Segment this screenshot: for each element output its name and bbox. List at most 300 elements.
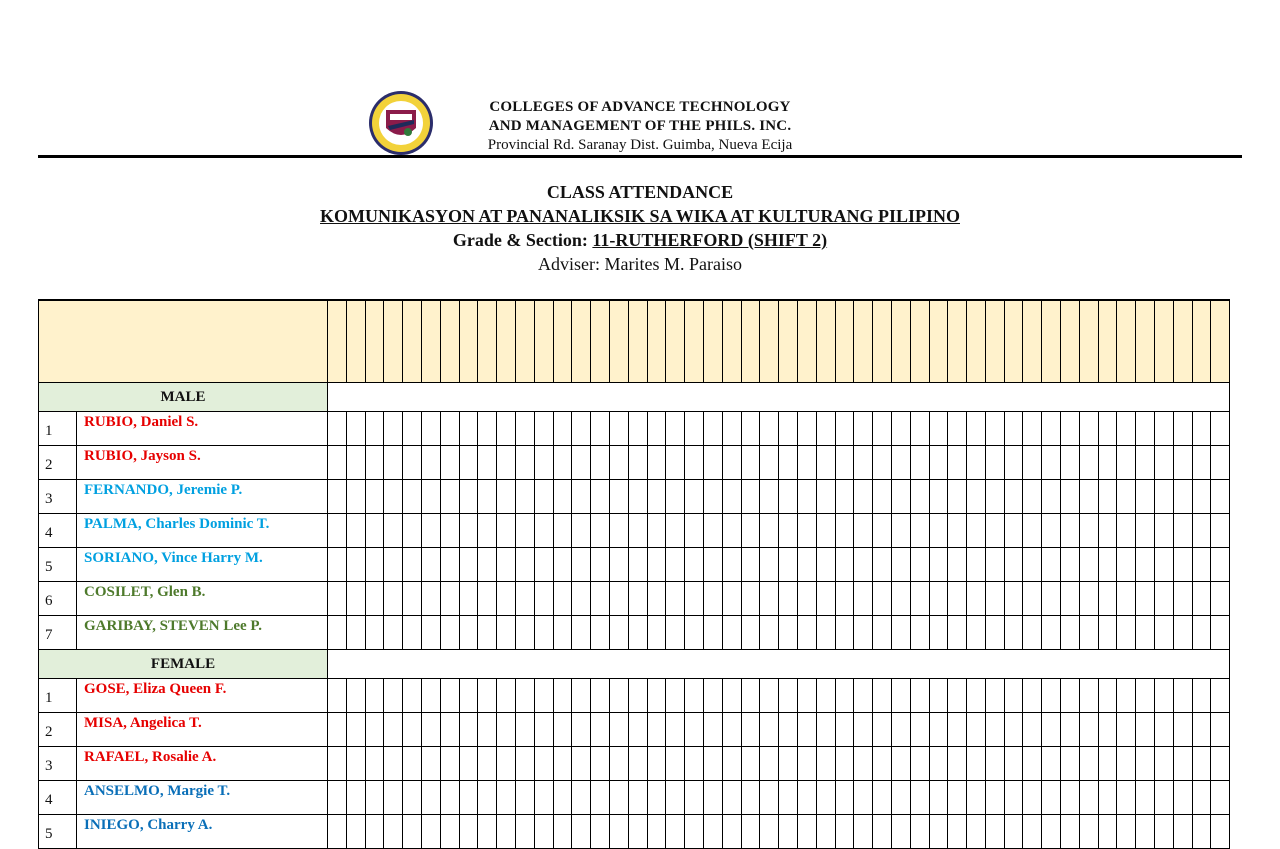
attendance-cell[interactable] (797, 548, 816, 582)
attendance-cell[interactable] (703, 747, 722, 781)
attendance-cell[interactable] (1042, 412, 1061, 446)
attendance-cell[interactable] (440, 616, 459, 650)
attendance-cell[interactable] (403, 548, 422, 582)
attendance-cell[interactable] (1079, 713, 1098, 747)
attendance-cell[interactable] (666, 713, 685, 747)
attendance-cell[interactable] (346, 815, 365, 849)
attendance-cell[interactable] (929, 616, 948, 650)
attendance-cell[interactable] (741, 514, 760, 548)
attendance-cell[interactable] (403, 446, 422, 480)
attendance-cell[interactable] (572, 781, 591, 815)
attendance-cell[interactable] (666, 815, 685, 849)
attendance-cell[interactable] (1004, 679, 1023, 713)
attendance-cell[interactable] (835, 446, 854, 480)
date-header-cell[interactable] (1023, 300, 1042, 383)
date-header-cell[interactable] (1211, 300, 1230, 383)
attendance-cell[interactable] (1211, 412, 1230, 446)
attendance-cell[interactable] (985, 480, 1004, 514)
attendance-cell[interactable] (1079, 582, 1098, 616)
attendance-cell[interactable] (779, 747, 798, 781)
date-header-cell[interactable] (685, 300, 704, 383)
date-header-cell[interactable] (553, 300, 572, 383)
attendance-cell[interactable] (1098, 616, 1117, 650)
attendance-cell[interactable] (1211, 514, 1230, 548)
attendance-cell[interactable] (967, 616, 986, 650)
attendance-cell[interactable] (666, 616, 685, 650)
attendance-cell[interactable] (421, 713, 440, 747)
attendance-cell[interactable] (779, 679, 798, 713)
attendance-cell[interactable] (891, 616, 910, 650)
attendance-cell[interactable] (873, 446, 892, 480)
attendance-cell[interactable] (1117, 679, 1136, 713)
attendance-cell[interactable] (1042, 747, 1061, 781)
date-header-cell[interactable] (1098, 300, 1117, 383)
attendance-cell[interactable] (1173, 713, 1192, 747)
attendance-cell[interactable] (591, 514, 610, 548)
attendance-cell[interactable] (1192, 616, 1211, 650)
attendance-cell[interactable] (1155, 815, 1174, 849)
attendance-cell[interactable] (1023, 747, 1042, 781)
attendance-cell[interactable] (1155, 747, 1174, 781)
attendance-cell[interactable] (365, 446, 384, 480)
attendance-cell[interactable] (741, 713, 760, 747)
attendance-cell[interactable] (421, 815, 440, 849)
attendance-cell[interactable] (741, 815, 760, 849)
attendance-cell[interactable] (985, 781, 1004, 815)
attendance-cell[interactable] (1079, 514, 1098, 548)
attendance-cell[interactable] (985, 412, 1004, 446)
attendance-cell[interactable] (835, 679, 854, 713)
attendance-cell[interactable] (1079, 480, 1098, 514)
attendance-cell[interactable] (816, 747, 835, 781)
attendance-cell[interactable] (779, 412, 798, 446)
attendance-cell[interactable] (553, 781, 572, 815)
attendance-cell[interactable] (1079, 548, 1098, 582)
attendance-cell[interactable] (440, 446, 459, 480)
attendance-cell[interactable] (328, 480, 347, 514)
attendance-cell[interactable] (760, 480, 779, 514)
attendance-cell[interactable] (797, 747, 816, 781)
attendance-cell[interactable] (459, 446, 478, 480)
attendance-cell[interactable] (346, 480, 365, 514)
date-header-cell[interactable] (1192, 300, 1211, 383)
attendance-cell[interactable] (948, 616, 967, 650)
attendance-cell[interactable] (591, 713, 610, 747)
attendance-cell[interactable] (910, 616, 929, 650)
attendance-cell[interactable] (703, 781, 722, 815)
attendance-cell[interactable] (1042, 582, 1061, 616)
attendance-cell[interactable] (873, 747, 892, 781)
attendance-cell[interactable] (421, 582, 440, 616)
attendance-cell[interactable] (985, 679, 1004, 713)
attendance-cell[interactable] (703, 679, 722, 713)
attendance-cell[interactable] (609, 815, 628, 849)
attendance-cell[interactable] (685, 446, 704, 480)
attendance-cell[interactable] (929, 480, 948, 514)
attendance-cell[interactable] (816, 548, 835, 582)
attendance-cell[interactable] (816, 781, 835, 815)
attendance-cell[interactable] (854, 679, 873, 713)
attendance-cell[interactable] (873, 679, 892, 713)
attendance-cell[interactable] (440, 582, 459, 616)
attendance-cell[interactable] (591, 412, 610, 446)
attendance-cell[interactable] (478, 747, 497, 781)
attendance-cell[interactable] (854, 412, 873, 446)
attendance-cell[interactable] (722, 582, 741, 616)
attendance-cell[interactable] (967, 446, 986, 480)
attendance-cell[interactable] (1079, 616, 1098, 650)
attendance-cell[interactable] (967, 582, 986, 616)
attendance-cell[interactable] (346, 582, 365, 616)
attendance-cell[interactable] (459, 781, 478, 815)
attendance-cell[interactable] (609, 679, 628, 713)
attendance-cell[interactable] (346, 713, 365, 747)
attendance-cell[interactable] (929, 713, 948, 747)
attendance-cell[interactable] (609, 480, 628, 514)
attendance-cell[interactable] (628, 781, 647, 815)
attendance-cell[interactable] (1211, 548, 1230, 582)
attendance-cell[interactable] (666, 679, 685, 713)
attendance-cell[interactable] (534, 713, 553, 747)
attendance-cell[interactable] (666, 412, 685, 446)
attendance-cell[interactable] (515, 480, 534, 514)
attendance-cell[interactable] (1004, 480, 1023, 514)
attendance-cell[interactable] (797, 480, 816, 514)
attendance-cell[interactable] (1117, 713, 1136, 747)
attendance-cell[interactable] (1155, 446, 1174, 480)
date-header-cell[interactable] (572, 300, 591, 383)
attendance-cell[interactable] (1079, 815, 1098, 849)
attendance-cell[interactable] (854, 480, 873, 514)
attendance-cell[interactable] (929, 781, 948, 815)
attendance-cell[interactable] (1061, 548, 1080, 582)
date-header-cell[interactable] (741, 300, 760, 383)
attendance-cell[interactable] (497, 446, 516, 480)
attendance-cell[interactable] (1211, 815, 1230, 849)
attendance-cell[interactable] (873, 713, 892, 747)
attendance-cell[interactable] (891, 480, 910, 514)
attendance-cell[interactable] (703, 616, 722, 650)
attendance-cell[interactable] (628, 582, 647, 616)
attendance-cell[interactable] (403, 815, 422, 849)
attendance-cell[interactable] (534, 747, 553, 781)
attendance-cell[interactable] (572, 480, 591, 514)
attendance-cell[interactable] (816, 412, 835, 446)
attendance-cell[interactable] (929, 679, 948, 713)
attendance-cell[interactable] (722, 446, 741, 480)
attendance-cell[interactable] (1211, 480, 1230, 514)
attendance-cell[interactable] (1155, 582, 1174, 616)
attendance-cell[interactable] (534, 514, 553, 548)
attendance-cell[interactable] (1023, 679, 1042, 713)
attendance-cell[interactable] (628, 679, 647, 713)
attendance-cell[interactable] (948, 582, 967, 616)
attendance-cell[interactable] (910, 815, 929, 849)
attendance-cell[interactable] (1061, 679, 1080, 713)
attendance-cell[interactable] (515, 616, 534, 650)
attendance-cell[interactable] (553, 446, 572, 480)
date-header-cell[interactable] (1004, 300, 1023, 383)
attendance-cell[interactable] (515, 548, 534, 582)
attendance-cell[interactable] (591, 616, 610, 650)
attendance-cell[interactable] (1155, 480, 1174, 514)
attendance-cell[interactable] (609, 582, 628, 616)
attendance-cell[interactable] (797, 514, 816, 548)
attendance-cell[interactable] (703, 713, 722, 747)
attendance-cell[interactable] (1042, 781, 1061, 815)
attendance-cell[interactable] (666, 781, 685, 815)
attendance-cell[interactable] (948, 747, 967, 781)
attendance-cell[interactable] (910, 446, 929, 480)
attendance-cell[interactable] (328, 815, 347, 849)
attendance-cell[interactable] (1136, 480, 1155, 514)
date-header-cell[interactable] (403, 300, 422, 383)
attendance-cell[interactable] (891, 713, 910, 747)
attendance-cell[interactable] (609, 616, 628, 650)
attendance-cell[interactable] (572, 548, 591, 582)
attendance-cell[interactable] (722, 514, 741, 548)
attendance-cell[interactable] (365, 582, 384, 616)
attendance-cell[interactable] (572, 514, 591, 548)
attendance-cell[interactable] (1117, 781, 1136, 815)
attendance-cell[interactable] (666, 514, 685, 548)
date-header-cell[interactable] (1155, 300, 1174, 383)
attendance-cell[interactable] (1004, 514, 1023, 548)
attendance-cell[interactable] (1155, 412, 1174, 446)
attendance-cell[interactable] (534, 781, 553, 815)
attendance-cell[interactable] (854, 781, 873, 815)
attendance-cell[interactable] (1098, 781, 1117, 815)
attendance-cell[interactable] (459, 616, 478, 650)
date-header-cell[interactable] (929, 300, 948, 383)
attendance-cell[interactable] (910, 679, 929, 713)
attendance-cell[interactable] (948, 412, 967, 446)
attendance-cell[interactable] (365, 616, 384, 650)
attendance-cell[interactable] (741, 446, 760, 480)
attendance-cell[interactable] (985, 548, 1004, 582)
attendance-cell[interactable] (384, 781, 403, 815)
attendance-cell[interactable] (1042, 548, 1061, 582)
attendance-cell[interactable] (459, 679, 478, 713)
attendance-cell[interactable] (741, 679, 760, 713)
attendance-cell[interactable] (628, 616, 647, 650)
attendance-cell[interactable] (1117, 446, 1136, 480)
attendance-cell[interactable] (910, 514, 929, 548)
attendance-cell[interactable] (741, 616, 760, 650)
attendance-cell[interactable] (666, 480, 685, 514)
attendance-cell[interactable] (948, 781, 967, 815)
attendance-cell[interactable] (760, 713, 779, 747)
attendance-cell[interactable] (459, 815, 478, 849)
attendance-cell[interactable] (1061, 713, 1080, 747)
attendance-cell[interactable] (572, 446, 591, 480)
attendance-cell[interactable] (591, 747, 610, 781)
date-header-cell[interactable] (760, 300, 779, 383)
attendance-cell[interactable] (1173, 548, 1192, 582)
attendance-cell[interactable] (591, 815, 610, 849)
attendance-cell[interactable] (703, 446, 722, 480)
attendance-cell[interactable] (1173, 480, 1192, 514)
attendance-cell[interactable] (421, 548, 440, 582)
attendance-cell[interactable] (628, 713, 647, 747)
date-header-cell[interactable] (628, 300, 647, 383)
date-header-cell[interactable] (534, 300, 553, 383)
date-header-cell[interactable] (985, 300, 1004, 383)
attendance-cell[interactable] (835, 747, 854, 781)
attendance-cell[interactable] (685, 582, 704, 616)
date-header-cell[interactable] (703, 300, 722, 383)
attendance-cell[interactable] (854, 548, 873, 582)
attendance-cell[interactable] (459, 747, 478, 781)
attendance-cell[interactable] (553, 412, 572, 446)
attendance-cell[interactable] (440, 747, 459, 781)
attendance-cell[interactable] (346, 781, 365, 815)
attendance-cell[interactable] (628, 480, 647, 514)
attendance-cell[interactable] (628, 412, 647, 446)
attendance-cell[interactable] (440, 679, 459, 713)
date-header-cell[interactable] (797, 300, 816, 383)
attendance-cell[interactable] (1173, 781, 1192, 815)
attendance-cell[interactable] (515, 815, 534, 849)
attendance-cell[interactable] (1192, 480, 1211, 514)
attendance-cell[interactable] (384, 412, 403, 446)
attendance-cell[interactable] (1079, 412, 1098, 446)
attendance-cell[interactable] (929, 514, 948, 548)
attendance-cell[interactable] (384, 446, 403, 480)
attendance-cell[interactable] (1079, 679, 1098, 713)
date-header-cell[interactable] (666, 300, 685, 383)
attendance-cell[interactable] (403, 412, 422, 446)
attendance-cell[interactable] (891, 747, 910, 781)
date-header-cell[interactable] (497, 300, 516, 383)
attendance-cell[interactable] (346, 514, 365, 548)
attendance-cell[interactable] (816, 582, 835, 616)
attendance-cell[interactable] (779, 616, 798, 650)
attendance-cell[interactable] (1061, 616, 1080, 650)
attendance-cell[interactable] (478, 616, 497, 650)
attendance-cell[interactable] (647, 548, 666, 582)
attendance-cell[interactable] (967, 781, 986, 815)
attendance-cell[interactable] (1004, 412, 1023, 446)
attendance-cell[interactable] (797, 446, 816, 480)
attendance-cell[interactable] (985, 747, 1004, 781)
date-header-cell[interactable] (873, 300, 892, 383)
attendance-cell[interactable] (797, 815, 816, 849)
attendance-cell[interactable] (1136, 446, 1155, 480)
attendance-cell[interactable] (1004, 548, 1023, 582)
attendance-cell[interactable] (346, 412, 365, 446)
attendance-cell[interactable] (1098, 548, 1117, 582)
attendance-cell[interactable] (609, 747, 628, 781)
attendance-cell[interactable] (891, 582, 910, 616)
attendance-cell[interactable] (497, 713, 516, 747)
attendance-cell[interactable] (816, 514, 835, 548)
attendance-cell[interactable] (873, 548, 892, 582)
attendance-cell[interactable] (328, 514, 347, 548)
attendance-cell[interactable] (1079, 446, 1098, 480)
attendance-cell[interactable] (478, 815, 497, 849)
date-header-cell[interactable] (779, 300, 798, 383)
attendance-cell[interactable] (854, 616, 873, 650)
attendance-cell[interactable] (515, 747, 534, 781)
attendance-cell[interactable] (628, 815, 647, 849)
attendance-cell[interactable] (1023, 412, 1042, 446)
attendance-cell[interactable] (910, 548, 929, 582)
attendance-cell[interactable] (647, 679, 666, 713)
attendance-cell[interactable] (760, 781, 779, 815)
attendance-cell[interactable] (328, 679, 347, 713)
attendance-cell[interactable] (403, 679, 422, 713)
attendance-cell[interactable] (760, 582, 779, 616)
attendance-cell[interactable] (403, 480, 422, 514)
attendance-cell[interactable] (1117, 747, 1136, 781)
date-header-cell[interactable] (854, 300, 873, 383)
attendance-cell[interactable] (365, 747, 384, 781)
attendance-cell[interactable] (1136, 412, 1155, 446)
attendance-cell[interactable] (703, 514, 722, 548)
attendance-cell[interactable] (760, 514, 779, 548)
attendance-cell[interactable] (1098, 679, 1117, 713)
attendance-cell[interactable] (1061, 514, 1080, 548)
attendance-cell[interactable] (440, 713, 459, 747)
attendance-cell[interactable] (1098, 514, 1117, 548)
attendance-cell[interactable] (797, 582, 816, 616)
attendance-cell[interactable] (403, 616, 422, 650)
date-header-cell[interactable] (478, 300, 497, 383)
attendance-cell[interactable] (816, 679, 835, 713)
attendance-cell[interactable] (534, 582, 553, 616)
attendance-cell[interactable] (534, 548, 553, 582)
attendance-cell[interactable] (515, 412, 534, 446)
attendance-cell[interactable] (1211, 781, 1230, 815)
attendance-cell[interactable] (685, 548, 704, 582)
attendance-cell[interactable] (384, 679, 403, 713)
attendance-cell[interactable] (553, 713, 572, 747)
date-header-cell[interactable] (591, 300, 610, 383)
attendance-cell[interactable] (1042, 480, 1061, 514)
attendance-cell[interactable] (478, 480, 497, 514)
attendance-cell[interactable] (985, 446, 1004, 480)
date-header-cell[interactable] (948, 300, 967, 383)
date-header-cell[interactable] (440, 300, 459, 383)
attendance-cell[interactable] (891, 781, 910, 815)
attendance-cell[interactable] (365, 412, 384, 446)
attendance-cell[interactable] (854, 514, 873, 548)
attendance-cell[interactable] (967, 548, 986, 582)
date-header-cell[interactable] (1117, 300, 1136, 383)
attendance-cell[interactable] (328, 548, 347, 582)
attendance-cell[interactable] (1211, 747, 1230, 781)
attendance-cell[interactable] (685, 480, 704, 514)
attendance-cell[interactable] (1079, 781, 1098, 815)
attendance-cell[interactable] (365, 480, 384, 514)
attendance-cell[interactable] (628, 747, 647, 781)
attendance-cell[interactable] (478, 582, 497, 616)
attendance-cell[interactable] (553, 747, 572, 781)
attendance-cell[interactable] (421, 480, 440, 514)
attendance-cell[interactable] (967, 747, 986, 781)
attendance-cell[interactable] (384, 616, 403, 650)
attendance-cell[interactable] (572, 747, 591, 781)
attendance-cell[interactable] (891, 446, 910, 480)
date-header-cell[interactable] (1173, 300, 1192, 383)
attendance-cell[interactable] (685, 616, 704, 650)
attendance-cell[interactable] (647, 747, 666, 781)
attendance-cell[interactable] (403, 713, 422, 747)
attendance-cell[interactable] (797, 616, 816, 650)
attendance-cell[interactable] (779, 480, 798, 514)
attendance-cell[interactable] (403, 781, 422, 815)
